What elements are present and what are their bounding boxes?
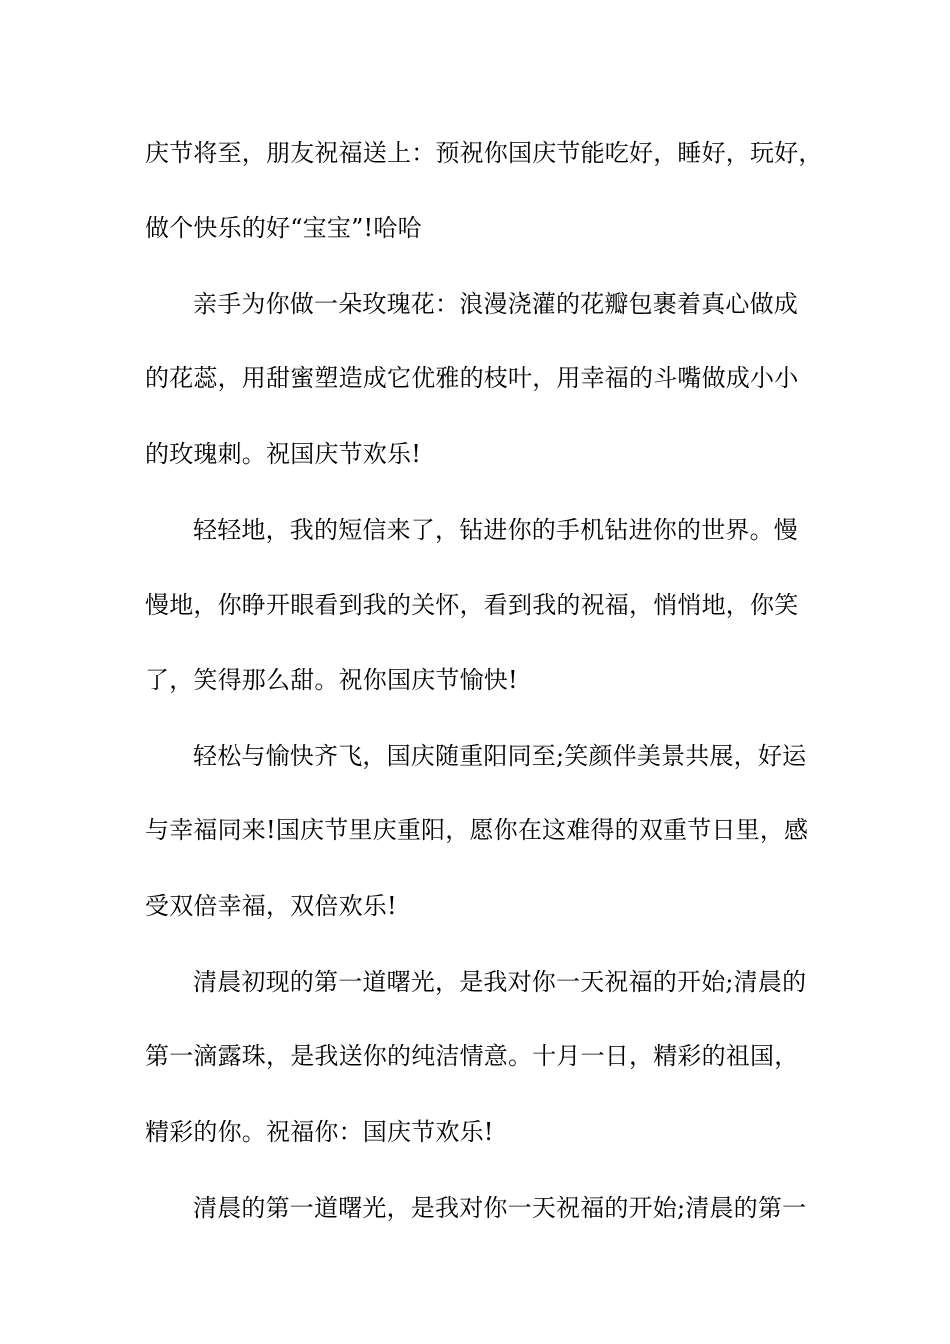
paragraph-first-line: 清晨初现的第一道曙光，是我对你一天祝福的开始;清晨的 [193,968,807,996]
text-line: 了，笑得那么甜。祝你国庆节愉快! [145,666,518,694]
text-line: 受双倍幸福，双倍欢乐! [145,892,397,920]
paragraph-first-line: 亲手为你做一朵玫瑰花：浪漫浇灌的花瓣包裹着真心做成 [193,290,798,318]
text-line: 庆节将至，朋友祝福送上：预祝你国庆节能吃好，睡好，玩好， [145,139,823,167]
text-line: 第一滴露珠，是我送你的纯洁情意。十月一日，精彩的祖国， [145,1042,799,1070]
text-line: 慢地，你睁开眼看到我的关怀，看到我的祝福，悄悄地，你笑 [145,591,799,619]
text-line: 精彩的你。祝福你：国庆节欢乐! [145,1118,494,1146]
text-line: 做个快乐的好“宝宝”!哈哈 [145,214,422,242]
text-line: 的玫瑰刺。祝国庆节欢乐! [145,440,422,468]
paragraph-first-line: 清晨的第一道曙光，是我对你一天祝福的开始;清晨的第一 [193,1194,807,1222]
paragraph-first-line: 轻松与愉快齐飞，国庆随重阳同至;笑颜伴美景共展，好运 [193,742,807,770]
text-line: 与幸福同来!国庆节里庆重阳，愿你在这难得的双重节日里，感 [145,816,809,844]
paragraph-first-line: 轻轻地，我的短信来了，钻进你的手机钻进你的世界。慢 [193,516,798,544]
text-line: 的花蕊，用甜蜜塑造成它优雅的枝叶，用幸福的斗嘴做成小小 [145,364,799,392]
